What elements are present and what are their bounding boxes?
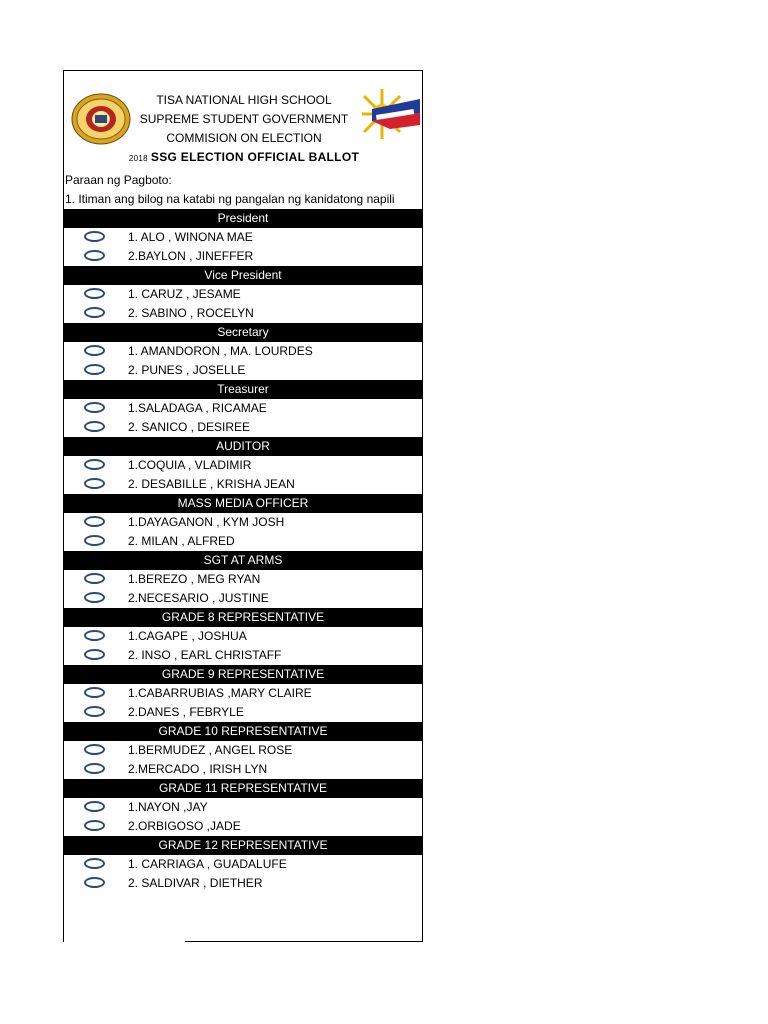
candidate-row	[64, 798, 422, 817]
candidate-name: 2. SANICO , DESIREE	[128, 420, 251, 434]
candidate-row	[64, 874, 422, 893]
ballot-title: SSG ELECTION OFFICIAL BALLOT	[150, 150, 360, 164]
vote-oval[interactable]	[84, 744, 105, 755]
candidate-row	[64, 418, 422, 437]
candidate-name: 1.SALADAGA , RICAMAE	[128, 401, 267, 415]
candidate-name: 1.COQUIA , VLADIMIR	[128, 458, 252, 472]
vote-oval[interactable]	[84, 649, 105, 660]
vote-oval[interactable]	[84, 706, 105, 717]
candidate-name: 1.NAYON ,JAY	[128, 800, 208, 814]
candidate-row	[64, 817, 422, 836]
vote-oval[interactable]	[84, 364, 105, 375]
candidate-row	[64, 741, 422, 760]
position-section	[64, 722, 422, 779]
vote-oval[interactable]	[84, 763, 105, 774]
candidate-row	[64, 247, 422, 266]
position-section	[64, 323, 422, 380]
candidate-name: 1.CABARRUBIAS ,MARY CLAIRE	[128, 686, 312, 700]
ballot-header	[64, 71, 422, 171]
candidate-name: 2. SABINO , ROCELYN	[128, 306, 254, 320]
candidate-name: 2. DESABILLE , KRISHA JEAN	[128, 477, 295, 491]
vote-oval[interactable]	[84, 630, 105, 641]
vote-oval[interactable]	[84, 592, 105, 603]
position-header: GRADE 9 REPRESENTATIVE	[64, 665, 422, 684]
candidate-name: 1.DAYAGANON , KYM JOSH	[128, 515, 285, 529]
instructions-heading: Paraan ng Pagboto:	[65, 173, 172, 187]
position-header: GRADE 11 REPRESENTATIVE	[64, 779, 422, 798]
candidate-row	[64, 342, 422, 361]
candidate-row	[64, 399, 422, 418]
candidate-row	[64, 513, 422, 532]
candidate-row	[64, 646, 422, 665]
candidate-name: 2.MERCADO , IRISH LYN	[128, 762, 268, 776]
vote-oval[interactable]	[84, 877, 105, 888]
instructions-step-1: 1. Itiman ang bilog na katabi ng pangalan ng kanidatong napili	[65, 192, 395, 206]
candidate-row	[64, 855, 422, 874]
position-header: MASS MEDIA OFFICER	[64, 494, 422, 513]
candidate-row	[64, 570, 422, 589]
candidate-row	[64, 285, 422, 304]
candidate-name: 1. CARRIAGA , GUADALUFE	[128, 857, 287, 871]
candidate-name: 1.CAGAPE , JOSHUA	[128, 629, 247, 643]
position-header: Vice President	[64, 266, 422, 285]
ballot-year: 2018	[128, 154, 148, 163]
commission-name: COMMISION ON ELECTION	[166, 131, 322, 145]
candidate-name: 1.BERMUDEZ , ANGEL ROSE	[128, 743, 293, 757]
position-header: SGT AT ARMS	[64, 551, 422, 570]
vote-oval[interactable]	[84, 307, 105, 318]
candidate-name: 2. INSO , EARL CHRISTAFF	[128, 648, 282, 662]
position-section	[64, 209, 422, 266]
candidate-name: 1. AMANDORON , MA. LOURDES	[128, 344, 313, 358]
vote-oval[interactable]	[84, 402, 105, 413]
vote-oval[interactable]	[84, 801, 105, 812]
ballot-sheet	[63, 70, 423, 942]
candidate-name: 2.ORBIGOSO ,JADE	[128, 819, 241, 833]
vote-oval[interactable]	[84, 459, 105, 470]
vote-oval[interactable]	[84, 573, 105, 584]
position-section	[64, 779, 422, 836]
school-seal-icon	[71, 93, 131, 145]
vote-oval[interactable]	[84, 421, 105, 432]
candidate-row	[64, 304, 422, 323]
school-name: TISA NATIONAL HIGH SCHOOL	[156, 93, 332, 107]
vote-oval[interactable]	[84, 231, 105, 242]
candidate-name: 1. CARUZ , JESAME	[128, 287, 241, 301]
candidate-row	[64, 589, 422, 608]
position-header: GRADE 8 REPRESENTATIVE	[64, 608, 422, 627]
position-header: GRADE 10 REPRESENTATIVE	[64, 722, 422, 741]
vote-oval[interactable]	[84, 687, 105, 698]
candidate-row	[64, 361, 422, 380]
organization-name: SUPREME STUDENT GOVERNMENT	[139, 112, 349, 126]
position-section	[64, 665, 422, 722]
position-section	[64, 380, 422, 437]
ballot-title-line	[124, 150, 364, 164]
position-section	[64, 437, 422, 494]
candidate-row	[64, 627, 422, 646]
vote-oval[interactable]	[84, 516, 105, 527]
candidate-row	[64, 703, 422, 722]
position-section	[64, 836, 422, 893]
candidate-row	[64, 456, 422, 475]
vote-oval[interactable]	[84, 288, 105, 299]
vote-oval[interactable]	[84, 820, 105, 831]
position-header: Treasurer	[64, 380, 422, 399]
position-header: Secretary	[64, 323, 422, 342]
position-header: GRADE 12 REPRESENTATIVE	[64, 836, 422, 855]
candidate-name: 2. SALDIVAR , DIETHER	[128, 876, 263, 890]
philippine-sun-flag-icon	[360, 85, 422, 143]
positions-list	[64, 209, 422, 893]
candidate-row	[64, 228, 422, 247]
candidate-row	[64, 760, 422, 779]
candidate-name: 2.DANES , FEBRYLE	[128, 705, 244, 719]
candidate-name: 1. ALO , WINONA MAE	[128, 230, 253, 244]
position-section	[64, 266, 422, 323]
candidate-name: 2.BAYLON , JINEFFER	[128, 249, 254, 263]
vote-oval[interactable]	[84, 535, 105, 546]
candidate-name: 1.BEREZO , MEG RYAN	[128, 572, 261, 586]
position-section	[64, 551, 422, 608]
vote-oval[interactable]	[84, 345, 105, 356]
candidate-name: 2.NECESARIO , JUSTINE	[128, 591, 269, 605]
position-section	[64, 608, 422, 665]
candidate-name: 2. PUNES , JOSELLE	[128, 363, 246, 377]
vote-oval[interactable]	[84, 858, 105, 869]
vote-oval[interactable]	[84, 478, 105, 489]
position-header: AUDITOR	[64, 437, 422, 456]
candidate-row	[64, 475, 422, 494]
candidate-name: 2. MILAN , ALFRED	[128, 534, 235, 548]
candidate-row	[64, 684, 422, 703]
position-section	[64, 494, 422, 551]
candidate-row	[64, 532, 422, 551]
vote-oval[interactable]	[84, 250, 105, 261]
position-header: President	[64, 209, 422, 228]
bottom-divider	[185, 941, 423, 942]
